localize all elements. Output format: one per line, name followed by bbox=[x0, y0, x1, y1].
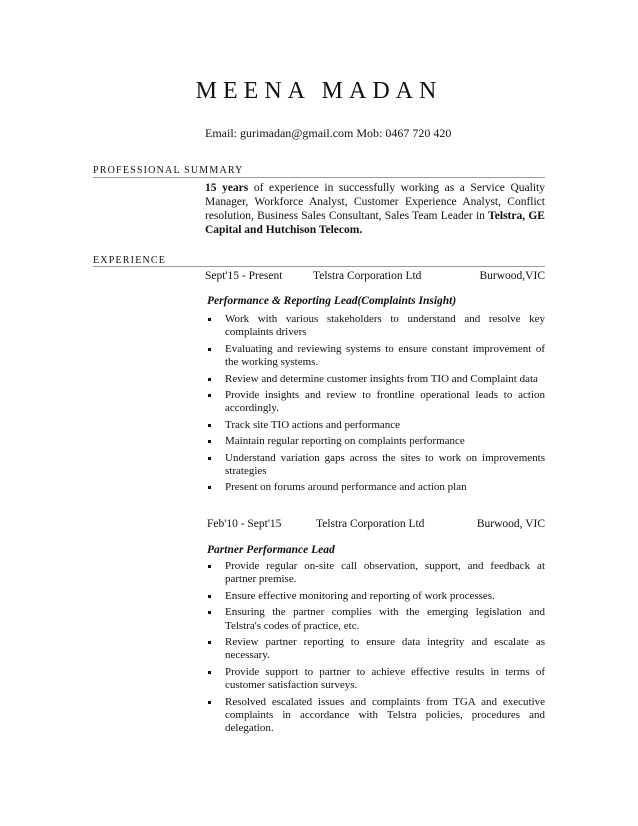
bullet-marker bbox=[208, 595, 211, 598]
job-header bbox=[205, 518, 545, 532]
summary-paragraph bbox=[205, 181, 545, 237]
list-item: Evaluating and reviewing systems to ensure constant improvement of the working systems. bbox=[205, 343, 545, 370]
list-item: Provide regular on-site call observation, support, and feedback at partner premise. bbox=[205, 560, 545, 587]
section-label-experience: EXPERIENCE bbox=[93, 255, 167, 266]
job-header bbox=[205, 270, 545, 284]
section-divider bbox=[93, 177, 545, 178]
bullet-marker bbox=[208, 394, 211, 397]
list-item: Resolved escalated issues and complaints from TGA and executive complaints in accordance with Telstra policies, procedures and delegation. bbox=[205, 696, 545, 736]
list-item: Work with various stakeholders to understand and resolve key complaints drivers bbox=[205, 313, 545, 340]
bullet-marker bbox=[208, 457, 211, 460]
job-company: Telstra Corporation Ltd bbox=[313, 270, 422, 282]
bullet-marker bbox=[208, 318, 211, 321]
job-dates: Sept'15 - Present bbox=[205, 270, 283, 282]
section-label-summary: PROFESSIONAL SUMMARY bbox=[93, 165, 244, 176]
bullet-marker bbox=[208, 348, 211, 351]
list-item: Review and determine customer insights from TIO and Complaint data bbox=[205, 373, 545, 386]
section-divider bbox=[93, 266, 545, 267]
bullet-marker bbox=[208, 611, 211, 614]
job-role: Performance & Reporting Lead(Complaints Insight) bbox=[207, 295, 457, 307]
bullet-marker bbox=[208, 671, 211, 674]
list-item: Track site TIO actions and performance bbox=[205, 419, 545, 432]
bullet-marker bbox=[208, 701, 211, 704]
job-company: Telstra Corporation Ltd bbox=[316, 518, 425, 530]
contact-line: Email: gurimadan@gmail.com Mob: 0467 720 420 bbox=[205, 126, 452, 140]
job-duties-list bbox=[205, 560, 545, 739]
bullet-marker bbox=[208, 641, 211, 644]
summary-years: 15 years bbox=[205, 182, 249, 194]
list-item: Ensure effective monitoring and reporting of work processes. bbox=[205, 590, 545, 603]
summary-companies: Telstra, GE Capital and Hutchison Telecom. bbox=[205, 210, 545, 236]
list-item: Provide support to partner to achieve effective results in terms of customer satisfaction surveys. bbox=[205, 666, 545, 693]
job-location: Burwood,VIC bbox=[479, 270, 545, 282]
list-item: Maintain regular reporting on complaints performance bbox=[205, 435, 545, 448]
job-duties-list bbox=[205, 313, 545, 498]
list-item: Understand variation gaps across the sites to work on improvements strategies bbox=[205, 452, 545, 479]
bullet-marker bbox=[208, 378, 211, 381]
list-item: Provide insights and review to frontline operational leads to action accordingly. bbox=[205, 389, 545, 416]
list-item: Ensuring the partner complies with the emerging legislation and Telstra's codes of practice, etc. bbox=[205, 606, 545, 633]
job-dates: Feb'10 - Sept'15 bbox=[207, 518, 282, 530]
bullet-marker bbox=[208, 440, 211, 443]
list-item: Present on forums around performance and action plan bbox=[205, 481, 545, 494]
job-role: Partner Performance Lead bbox=[207, 544, 335, 556]
job-location: Burwood, VIC bbox=[476, 518, 545, 530]
bullet-marker bbox=[208, 486, 211, 489]
summary-text: of experience in successfully working as a Service Quality Manager, Workforce Analyst, Customer Experience Analyst, Conflict resolution, Business Sales Consultant, Sales Team Leader in bbox=[205, 182, 545, 222]
candidate-name: MEENA MADAN bbox=[195, 78, 443, 104]
bullet-marker bbox=[208, 424, 211, 427]
list-item: Review partner reporting to ensure data integrity and escalate as necessary. bbox=[205, 636, 545, 663]
bullet-marker bbox=[208, 565, 211, 568]
